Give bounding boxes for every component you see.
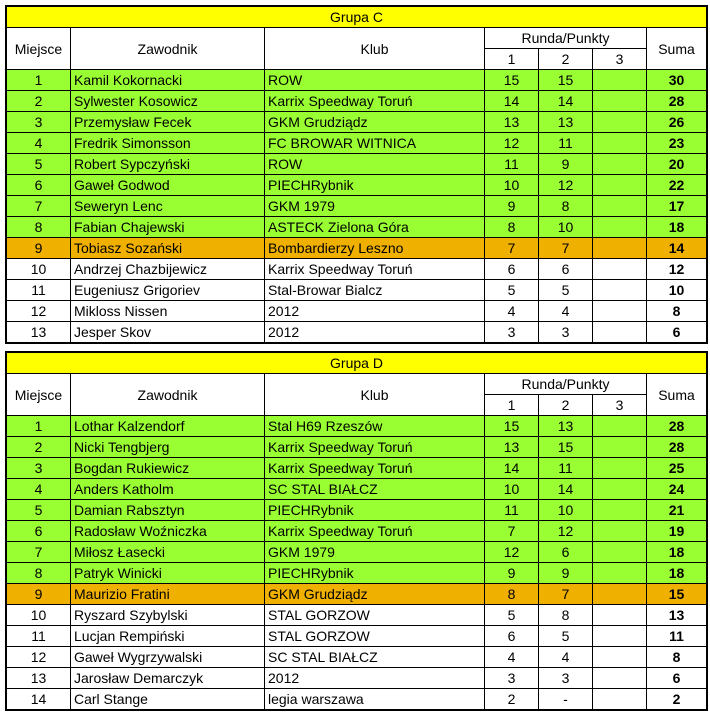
round-3-points-cell	[593, 416, 647, 437]
header-round-2: 2	[539, 395, 593, 416]
round-1-points-cell: 11	[485, 154, 539, 175]
sum-cell: 20	[647, 154, 707, 175]
round-1-points-cell: 5	[485, 605, 539, 626]
place-cell: 7	[7, 542, 71, 563]
place-cell: 1	[7, 416, 71, 437]
round-2-points-cell: 9	[539, 154, 593, 175]
round-2-points-cell: 14	[539, 91, 593, 112]
round-2-points-cell: 3	[539, 668, 593, 689]
place-cell: 13	[7, 668, 71, 689]
header-miejsce: Miejsce	[7, 28, 71, 70]
title-row	[7, 353, 707, 374]
header-miejsce: Miejsce	[7, 374, 71, 416]
club-cell: 2012	[265, 668, 485, 689]
sum-cell: 10	[647, 280, 707, 301]
round-1-points-cell: 14	[485, 91, 539, 112]
rider-name-cell: Fabian Chajewski	[71, 217, 265, 238]
table-row	[7, 500, 707, 521]
round-3-points-cell	[593, 91, 647, 112]
sum-cell: 18	[647, 542, 707, 563]
round-1-points-cell: 5	[485, 280, 539, 301]
place-cell: 8	[7, 217, 71, 238]
place-cell: 13	[7, 322, 71, 343]
rider-name-cell: Maurizio Fratini	[71, 584, 265, 605]
table-row	[7, 605, 707, 626]
header-row	[7, 374, 707, 395]
club-cell: 2012	[265, 301, 485, 322]
table-row	[7, 217, 707, 238]
sum-cell: 28	[647, 416, 707, 437]
round-2-points-cell: 15	[539, 437, 593, 458]
rider-name-cell: Gaweł Godwod	[71, 175, 265, 196]
table-row	[7, 133, 707, 154]
club-cell: Karrix Speedway Toruń	[265, 91, 485, 112]
header-round-1: 1	[485, 49, 539, 70]
round-3-points-cell	[593, 238, 647, 259]
club-cell: ROW	[265, 154, 485, 175]
rider-name-cell: Tobiasz Sozański	[71, 238, 265, 259]
table-row	[7, 322, 707, 343]
round-2-points-cell: 15	[539, 70, 593, 91]
round-2-points-cell: 5	[539, 626, 593, 647]
table-row	[7, 280, 707, 301]
club-cell: GKM Grudziądz	[265, 112, 485, 133]
round-1-points-cell: 10	[485, 479, 539, 500]
sum-cell: 28	[647, 91, 707, 112]
sum-cell: 12	[647, 259, 707, 280]
rider-name-cell: Eugeniusz Grigoriev	[71, 280, 265, 301]
header-runda-punkty: Runda/Punkty	[485, 28, 647, 49]
sum-cell: 14	[647, 238, 707, 259]
table-row	[7, 196, 707, 217]
table-row	[7, 647, 707, 668]
round-1-points-cell: 12	[485, 542, 539, 563]
club-cell: Karrix Speedway Toruń	[265, 437, 485, 458]
rider-name-cell: Damian Rabsztyn	[71, 500, 265, 521]
sum-cell: 25	[647, 458, 707, 479]
rider-name-cell: Patryk Winicki	[71, 563, 265, 584]
round-2-points-cell: 13	[539, 416, 593, 437]
place-cell: 5	[7, 500, 71, 521]
table-row	[7, 175, 707, 196]
rider-name-cell: Fredrik Simonsson	[71, 133, 265, 154]
round-1-points-cell: 10	[485, 175, 539, 196]
club-cell: FC BROWAR WITNICA	[265, 133, 485, 154]
rider-name-cell: Nicki Tengbjerg	[71, 437, 265, 458]
table-row	[7, 563, 707, 584]
club-cell: SC STAL BIAŁCZ	[265, 647, 485, 668]
rider-name-cell: Andrzej Chazbijewicz	[71, 259, 265, 280]
round-1-points-cell: 8	[485, 217, 539, 238]
header-round-3: 3	[593, 49, 647, 70]
club-cell: ASTECK Zielona Góra	[265, 217, 485, 238]
club-cell: GKM 1979	[265, 196, 485, 217]
rider-name-cell: Lucjan Rempiński	[71, 626, 265, 647]
table-body	[7, 7, 707, 343]
place-cell: 9	[7, 238, 71, 259]
place-cell: 6	[7, 175, 71, 196]
round-3-points-cell	[593, 70, 647, 91]
header-round-3: 3	[593, 395, 647, 416]
table-row	[7, 458, 707, 479]
place-cell: 6	[7, 521, 71, 542]
round-3-points-cell	[593, 280, 647, 301]
rider-name-cell: Miłosz Łasecki	[71, 542, 265, 563]
sum-cell: 22	[647, 175, 707, 196]
round-2-points-cell: 6	[539, 259, 593, 280]
sum-cell: 18	[647, 217, 707, 238]
round-1-points-cell: 15	[485, 416, 539, 437]
table-row	[7, 521, 707, 542]
club-cell: STAL GORZOW	[265, 626, 485, 647]
club-cell: Bombardierzy Leszno	[265, 238, 485, 259]
table-row	[7, 668, 707, 689]
round-1-points-cell: 13	[485, 112, 539, 133]
round-1-points-cell: 6	[485, 259, 539, 280]
standings-table-group-d	[6, 352, 707, 710]
club-cell: STAL GORZOW	[265, 605, 485, 626]
round-2-points-cell: 9	[539, 563, 593, 584]
group-title: Grupa D	[7, 353, 707, 374]
table-row	[7, 542, 707, 563]
place-cell: 9	[7, 584, 71, 605]
round-2-points-cell: 7	[539, 238, 593, 259]
place-cell: 2	[7, 437, 71, 458]
sum-cell: 19	[647, 521, 707, 542]
round-2-points-cell: 8	[539, 605, 593, 626]
club-cell: Karrix Speedway Toruń	[265, 521, 485, 542]
place-cell: 3	[7, 458, 71, 479]
place-cell: 3	[7, 112, 71, 133]
round-2-points-cell: 10	[539, 217, 593, 238]
club-cell: SC STAL BIAŁCZ	[265, 479, 485, 500]
table-row	[7, 154, 707, 175]
sum-cell: 17	[647, 196, 707, 217]
round-1-points-cell: 8	[485, 584, 539, 605]
rider-name-cell: Sylwester Kosowicz	[71, 91, 265, 112]
club-cell: Karrix Speedway Toruń	[265, 259, 485, 280]
round-3-points-cell	[593, 301, 647, 322]
header-round-1: 1	[485, 395, 539, 416]
sum-cell: 15	[647, 584, 707, 605]
sum-cell: 26	[647, 112, 707, 133]
rider-name-cell: Bogdan Rukiewicz	[71, 458, 265, 479]
rider-name-cell: Jesper Skov	[71, 322, 265, 343]
round-1-points-cell: 9	[485, 563, 539, 584]
sum-cell: 24	[647, 479, 707, 500]
round-2-points-cell: 7	[539, 584, 593, 605]
rider-name-cell: Przemysław Fecek	[71, 112, 265, 133]
club-cell: PIECHRybnik	[265, 563, 485, 584]
rider-name-cell: Jarosław Demarczyk	[71, 668, 265, 689]
round-3-points-cell	[593, 542, 647, 563]
header-zawodnik: Zawodnik	[71, 374, 265, 416]
round-3-points-cell	[593, 322, 647, 343]
place-cell: 2	[7, 91, 71, 112]
club-cell: Karrix Speedway Toruń	[265, 458, 485, 479]
table-row	[7, 416, 707, 437]
round-1-points-cell: 4	[485, 301, 539, 322]
sum-cell: 28	[647, 437, 707, 458]
header-suma: Suma	[647, 28, 707, 70]
club-cell: ROW	[265, 70, 485, 91]
club-cell: Stal-Browar Bialcz	[265, 280, 485, 301]
header-zawodnik: Zawodnik	[71, 28, 265, 70]
sum-cell: 2	[647, 689, 707, 710]
place-cell: 12	[7, 301, 71, 322]
round-3-points-cell	[593, 112, 647, 133]
rider-name-cell: Ryszard Szybylski	[71, 605, 265, 626]
round-2-points-cell: 6	[539, 542, 593, 563]
round-3-points-cell	[593, 605, 647, 626]
round-3-points-cell	[593, 563, 647, 584]
sum-cell: 8	[647, 647, 707, 668]
round-3-points-cell	[593, 133, 647, 154]
round-1-points-cell: 7	[485, 521, 539, 542]
round-3-points-cell	[593, 689, 647, 710]
round-1-points-cell: 9	[485, 196, 539, 217]
sum-cell: 6	[647, 668, 707, 689]
rider-name-cell: Gaweł Wygrzywalski	[71, 647, 265, 668]
round-3-points-cell	[593, 668, 647, 689]
round-3-points-cell	[593, 259, 647, 280]
round-1-points-cell: 3	[485, 668, 539, 689]
round-1-points-cell: 3	[485, 322, 539, 343]
round-2-points-cell: 13	[539, 112, 593, 133]
group-title: Grupa C	[7, 7, 707, 28]
place-cell: 11	[7, 626, 71, 647]
round-3-points-cell	[593, 626, 647, 647]
club-cell: PIECHRybnik	[265, 175, 485, 196]
title-row	[7, 7, 707, 28]
header-klub: Klub	[265, 28, 485, 70]
round-3-points-cell	[593, 196, 647, 217]
round-1-points-cell: 15	[485, 70, 539, 91]
round-3-points-cell	[593, 437, 647, 458]
place-cell: 4	[7, 479, 71, 500]
round-2-points-cell: 4	[539, 301, 593, 322]
round-1-points-cell: 4	[485, 647, 539, 668]
table-body	[7, 353, 707, 710]
round-2-points-cell: 10	[539, 500, 593, 521]
round-1-points-cell: 6	[485, 626, 539, 647]
sum-cell: 13	[647, 605, 707, 626]
round-2-points-cell: 4	[539, 647, 593, 668]
round-2-points-cell: 11	[539, 133, 593, 154]
table-row	[7, 70, 707, 91]
header-klub: Klub	[265, 374, 485, 416]
place-cell: 1	[7, 70, 71, 91]
round-2-points-cell: 5	[539, 280, 593, 301]
place-cell: 4	[7, 133, 71, 154]
round-3-points-cell	[593, 647, 647, 668]
place-cell: 5	[7, 154, 71, 175]
sum-cell: 30	[647, 70, 707, 91]
table-row	[7, 584, 707, 605]
header-suma: Suma	[647, 374, 707, 416]
rider-name-cell: Seweryn Lenc	[71, 196, 265, 217]
club-cell: GKM Grudziądz	[265, 584, 485, 605]
round-1-points-cell: 7	[485, 238, 539, 259]
table-row	[7, 112, 707, 133]
rider-name-cell: Robert Sypczyński	[71, 154, 265, 175]
club-cell: GKM 1979	[265, 542, 485, 563]
rider-name-cell: Mikloss Nissen	[71, 301, 265, 322]
round-2-points-cell: -	[539, 689, 593, 710]
table-row	[7, 437, 707, 458]
table-row	[7, 238, 707, 259]
round-2-points-cell: 14	[539, 479, 593, 500]
place-cell: 14	[7, 689, 71, 710]
place-cell: 10	[7, 605, 71, 626]
table-row	[7, 91, 707, 112]
table-row	[7, 301, 707, 322]
club-cell: legia warszawa	[265, 689, 485, 710]
round-2-points-cell: 12	[539, 175, 593, 196]
round-1-points-cell: 13	[485, 437, 539, 458]
sum-cell: 6	[647, 322, 707, 343]
place-cell: 7	[7, 196, 71, 217]
rider-name-cell: Carl Stange	[71, 689, 265, 710]
place-cell: 10	[7, 259, 71, 280]
round-2-points-cell: 8	[539, 196, 593, 217]
table-row	[7, 259, 707, 280]
round-1-points-cell: 14	[485, 458, 539, 479]
round-3-points-cell	[593, 500, 647, 521]
round-3-points-cell	[593, 175, 647, 196]
rider-name-cell: Lothar Kalzendorf	[71, 416, 265, 437]
place-cell: 12	[7, 647, 71, 668]
club-cell: 2012	[265, 322, 485, 343]
standings-table-group-c	[6, 6, 707, 343]
sum-cell: 11	[647, 626, 707, 647]
round-3-points-cell	[593, 584, 647, 605]
table-row	[7, 626, 707, 647]
table-row	[7, 479, 707, 500]
round-2-points-cell: 3	[539, 322, 593, 343]
round-2-points-cell: 12	[539, 521, 593, 542]
rider-name-cell: Anders Katholm	[71, 479, 265, 500]
round-1-points-cell: 12	[485, 133, 539, 154]
club-cell: Stal H69 Rzeszów	[265, 416, 485, 437]
round-3-points-cell	[593, 217, 647, 238]
round-3-points-cell	[593, 521, 647, 542]
header-row	[7, 28, 707, 49]
sum-cell: 18	[647, 563, 707, 584]
round-2-points-cell: 11	[539, 458, 593, 479]
sum-cell: 8	[647, 301, 707, 322]
sum-cell: 21	[647, 500, 707, 521]
round-3-points-cell	[593, 479, 647, 500]
place-cell: 11	[7, 280, 71, 301]
round-3-points-cell	[593, 458, 647, 479]
rider-name-cell: Radosław Woźniczka	[71, 521, 265, 542]
round-1-points-cell: 2	[485, 689, 539, 710]
header-runda-punkty: Runda/Punkty	[485, 374, 647, 395]
club-cell: PIECHRybnik	[265, 500, 485, 521]
sum-cell: 23	[647, 133, 707, 154]
place-cell: 8	[7, 563, 71, 584]
header-round-2: 2	[539, 49, 593, 70]
table-row	[7, 689, 707, 710]
round-1-points-cell: 11	[485, 500, 539, 521]
rider-name-cell: Kamil Kokornacki	[71, 70, 265, 91]
round-3-points-cell	[593, 154, 647, 175]
